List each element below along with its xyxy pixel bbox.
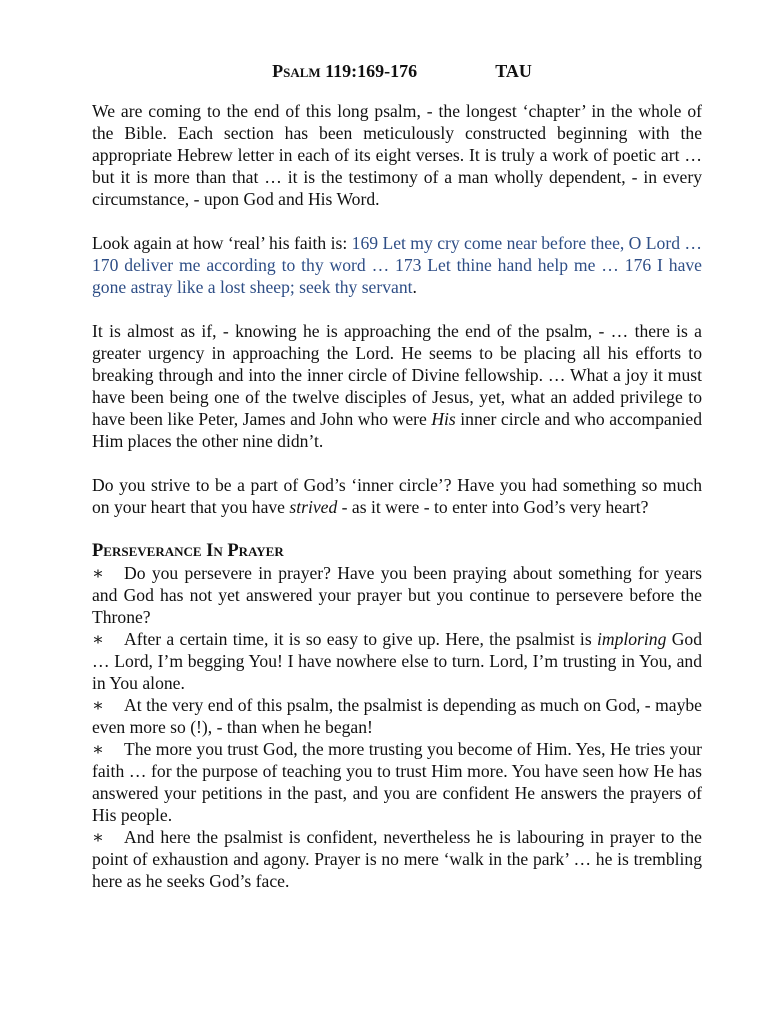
bullet-text: And here the psalmist is confident, nevertheless he is labouring in prayer to the point of exhaustion and agony. Prayer is no mere ‘walk in the park’ … he is trembling here as he seeks God’s face. [92,827,702,891]
bullet-text: The more you trust God, the more trusting you become of Him. Yes, He tries your faith … for the purpose of teaching you to trust Him more. You have seen how He has answered your petitions in the past, and you are confident He answers the prayers of His people. [92,739,702,825]
bullet-text: At the very end of this psalm, the psalmist is depending as much on God, - maybe even more so (!), - than when he began! [92,695,702,737]
strive-text-1: Do you strive to be a part of God’s ‘inner circle’? Have you had something so much on your heart that you have [92,475,702,517]
urgency-text-1: It is almost as if, - knowing he is approaching the end of the psalm, - … there is a greater urgency in approaching the Lord. He seems to be placing all his efforts to breaking through and into the inner circle of Divine fellowship. … What a joy it must have been being one of the twelve disciples of Jesus, yet, what an added privilege to have been like Peter, James and John who were [92,321,702,429]
intro-paragraph: We are coming to the end of this long psalm, - the longest ‘chapter’ in the whole of the Bible. Each section has been meticulously constructed beginning with the appropriate Hebrew letter in each of its eight verses. It is truly a work of poetic art … but it is more than that … it is the testimony of a man wholly dependent, - in every circumstance, - upon God and His Word. [92,101,702,209]
bullet-star-icon: ∗ [92,739,104,759]
urgency-emphasis: His [431,409,456,429]
strive-paragraph [92,474,702,518]
list-item [92,826,702,892]
bullet-text-2: God … Lord, I’m begging You! I have nowhere else to turn. Lord, I’m trusting in You, and in You alone. [92,629,703,693]
list-item [92,628,702,694]
faith-paragraph [92,232,702,298]
hebrew-letter-title: TAU [495,61,532,81]
bullet-star-icon: ∗ [92,695,104,715]
document-page [92,60,702,892]
strive-text-2: - as it were - to enter into God’s very heart? [337,497,649,517]
urgency-paragraph [92,320,702,452]
list-item [92,562,702,628]
urgency-text-2: inner circle and who accompanied Him places the other nine didn’t. [92,409,703,451]
bullet-text: Do you persevere in prayer? Have you been praying about something for years and God has not yet answered your prayer but you continue to persevere before the Throne? [92,563,702,627]
bullet-text-1: After a certain time, it is so easy to give up. Here, the psalmist is [124,629,597,649]
section-heading: Perseverance In Prayer [92,541,284,561]
prayer-bullet-list [92,562,702,892]
list-item [92,694,702,738]
bullet-emphasis: imploring [596,629,667,649]
list-item [92,738,702,826]
faith-lead-text: Look again at how ‘real’ his faith is: [92,233,352,253]
bullet-star-icon: ∗ [92,827,104,847]
bullet-star-icon: ∗ [92,629,104,649]
page-title [92,60,702,82]
scripture-quote: 169 Let my cry come near before thee, O Lord … 170 deliver me according to thy word … 173 Let thine hand help me … 176 I have gone astray like a lost sheep; seek thy servant [92,233,702,297]
strive-emphasis: strived [289,497,338,517]
bullet-star-icon: ∗ [92,563,104,583]
faith-end-text: . [412,277,417,297]
psalm-reference: Psalm 119:169-176 [272,61,418,81]
